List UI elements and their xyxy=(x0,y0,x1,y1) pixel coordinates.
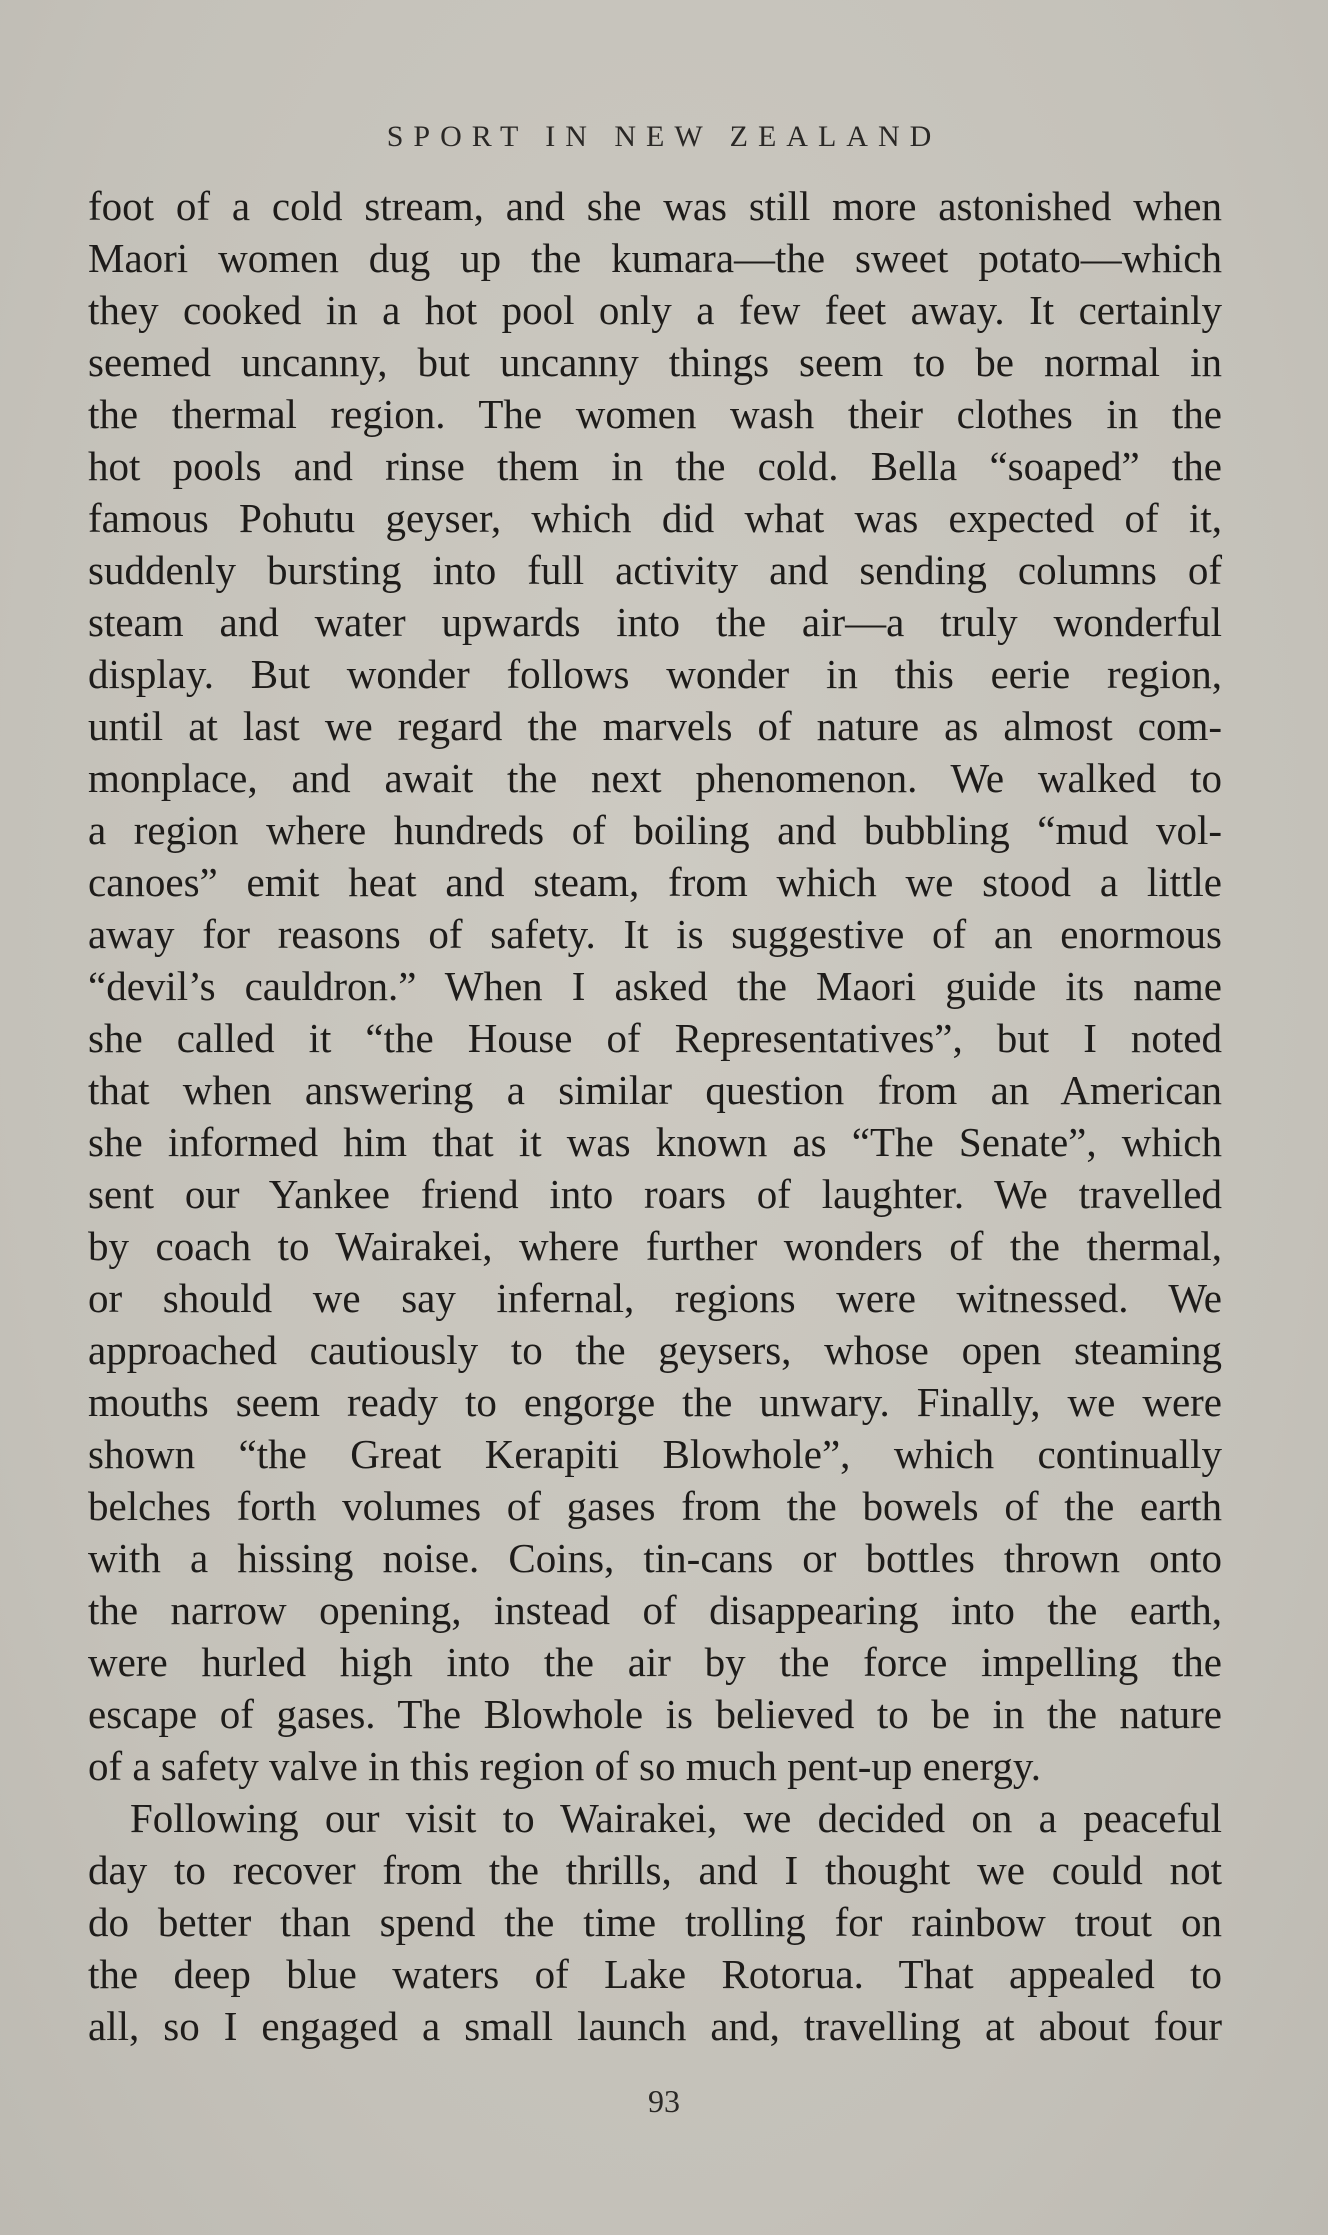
text-line: away for reasons of safety. It is suggestive of an enormous xyxy=(88,911,1222,957)
text-line: shown “the Great Kerapiti Blowhole”, which continually xyxy=(88,1431,1222,1477)
text-line: of a safety valve in this region of so much pent-up energy. xyxy=(88,1743,1041,1789)
text-line: mouths seem ready to engorge the unwary. Finally, we were xyxy=(88,1379,1222,1425)
paragraph-2 xyxy=(88,1792,1222,2052)
text-line: foot of a cold stream, and she was still more astonished when xyxy=(88,183,1222,229)
text-line: the thermal region. The women wash their clothes in the xyxy=(88,391,1222,437)
text-line: day to recover from the thrills, and I thought we could not xyxy=(88,1847,1222,1893)
text-line: display. But wonder follows wonder in this eerie region, xyxy=(88,651,1222,697)
text-line: Following our visit to Wairakei, we decided on a peaceful xyxy=(130,1795,1222,1841)
text-line: until at last we regard the marvels of nature as almost com- xyxy=(88,703,1222,749)
text-line: escape of gases. The Blowhole is believed to be in the nature xyxy=(88,1691,1222,1737)
text-line: the narrow opening, instead of disappearing into the earth, xyxy=(88,1587,1222,1633)
text-line: sent our Yankee friend into roars of laughter. We travelled xyxy=(88,1171,1222,1217)
text-line: she informed him that it was known as “The Senate”, which xyxy=(88,1119,1222,1165)
text-line: were hurled high into the air by the force impelling the xyxy=(88,1639,1222,1685)
body-text xyxy=(88,180,1222,2052)
text-line: hot pools and rinse them in the cold. Bella “soaped” the xyxy=(88,443,1222,489)
text-line: famous Pohutu geyser, which did what was expected of it, xyxy=(88,495,1222,541)
text-line: approached cautiously to the geysers, whose open steaming xyxy=(88,1327,1222,1373)
text-line: monplace, and await the next phenomenon. We walked to xyxy=(88,755,1222,801)
text-line: with a hissing noise. Coins, tin-cans or bottles thrown onto xyxy=(88,1535,1222,1581)
text-line: they cooked in a hot pool only a few feet away. It certainly xyxy=(88,287,1222,333)
text-line: all, so I engaged a small launch and, travelling at about four xyxy=(88,2003,1222,2049)
text-line: she called it “the House of Representatives”, but I noted xyxy=(88,1015,1222,1061)
text-line: seemed uncanny, but uncanny things seem to be normal in xyxy=(88,339,1222,385)
text-line: Maori women dug up the kumara—the sweet potato—which xyxy=(88,235,1222,281)
text-line: that when answering a similar question from an American xyxy=(88,1067,1222,1113)
text-line: the deep blue waters of Lake Rotorua. That appealed to xyxy=(88,1951,1222,1997)
text-line: canoes” emit heat and steam, from which we stood a little xyxy=(88,859,1222,905)
text-line: steam and water upwards into the air—a truly wonderful xyxy=(88,599,1222,645)
text-line: by coach to Wairakei, where further wonders of the thermal, xyxy=(88,1223,1222,1269)
text-line: do better than spend the time trolling for rainbow trout on xyxy=(88,1899,1222,1945)
page-number: 93 xyxy=(648,2083,680,2119)
running-head: SPORT IN NEW ZEALAND xyxy=(386,120,942,153)
text-line: “devil’s cauldron.” When I asked the Maori guide its name xyxy=(88,963,1222,1009)
text-line: a region where hundreds of boiling and bubbling “mud vol- xyxy=(88,807,1222,853)
paragraph-1 xyxy=(88,180,1222,1792)
text-line: suddenly bursting into full activity and sending columns of xyxy=(88,547,1222,593)
text-line: belches forth volumes of gases from the bowels of the earth xyxy=(88,1483,1222,1529)
text-line: or should we say infernal, regions were witnessed. We xyxy=(88,1275,1222,1321)
